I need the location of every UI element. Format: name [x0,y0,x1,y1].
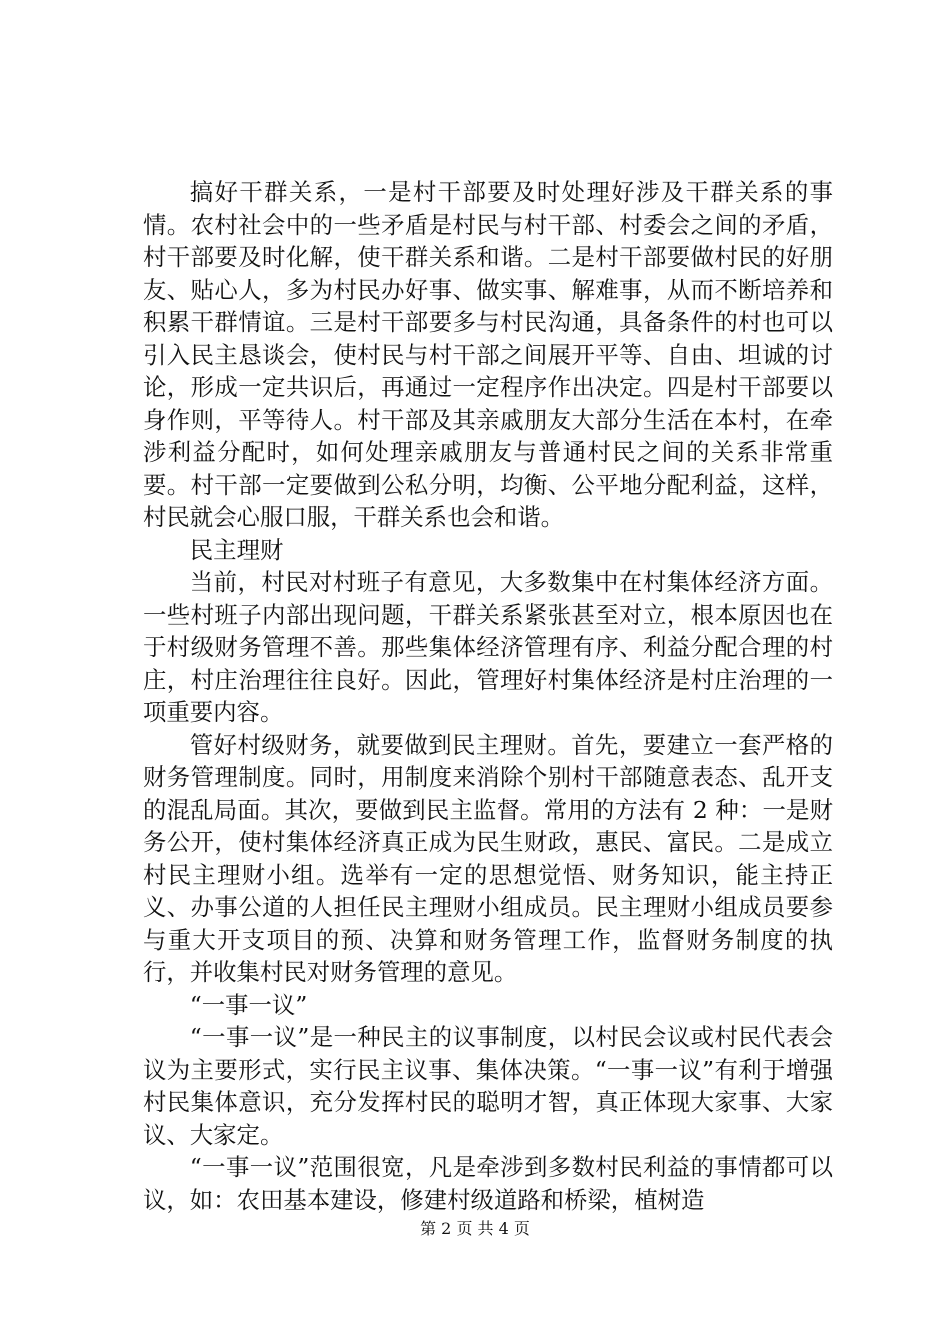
paragraph-cadre-relations: 搞好干群关系，一是村干部要及时处理好涉及干群关系的事情。农村社会中的一些矛盾是村民与村干部、村委会之间的矛盾，村干部要及时化解，使干群关系和谐。二是村干部要做村民的好朋友、贴心人，多为村民办好事、做实事、解难事，从而不断培养和积累干群情谊。三是村干部要多与村民沟通，具备条件的村也可以引入民主恳谈会，使村民与村干部之间展开平等、自由、坦诚的讨论，形成一定共识后，再通过一定程序作出决定。四是村干部要以身作则，平等待人。村干部及其亲戚朋友大部分生活在本村，在牵涉利益分配时，如何处理亲戚朋友与普通村民之间的关系非常重要。村干部一定要做到公私分明，均衡、公平地分配利益，这样，村民就会心服口服，干群关系也会和谐。 [143,178,833,531]
paragraph-discussion-system: “一事一议”是一种民主的议事制度，以村民会议或村民代表会议为主要形式，实行民主议事、集体决策。“一事一议”有利于增强村民集体意识，充分发挥村民的聪明才智，真正体现大家事、大家议、大家定。 [143,1023,833,1149]
section-heading-democratic-finance: 民主理财 [189,535,284,564]
paragraph-collective-economy: 当前，村民对村班子有意见，大多数集中在村集体经济方面。一些村班子内部出现问题，干群关系紧张甚至对立，根本原因也在于村级财务管理不善。那些集体经济管理有序、利益分配合理的村庄，村庄治理往往良好。因此，管理好村集体经济是村庄治理的一项重要内容。 [143,568,833,726]
paragraph-discussion-scope: “一事一议”范围很宽，凡是牵涉到多数村民利益的事情都可以议，如：农田基本建设，修建村级道路和桥梁，植树造 [143,1153,833,1214]
paragraph-village-finance: 管好村级财务，就要做到民主理财。首先，要建立一套严格的财务管理制度。同时，用制度来消除个别村干部随意表态、乱开支的混乱局面。其次，要做到民主监督。常用的方法有 2 种：一是财务公开，使村集体经济真正成为民生财政，惠民、富民。二是成立村民主理财小组。选举有一定的思想觉悟、财务知识，能主持正义、办事公道的人担任民主理财小组成员。民主理财小组成员要参与重大开支项目的预、决算和财务管理工作，监督财务制度的执行，并收集村民对财务管理的意见。 [143,730,833,986]
document-body [143,176,833,1216]
section-heading-one-matter-one-discussion: “一事一议” [189,990,308,1019]
page-number-footer: 第 2 页 共 4 页 [420,1219,530,1238]
